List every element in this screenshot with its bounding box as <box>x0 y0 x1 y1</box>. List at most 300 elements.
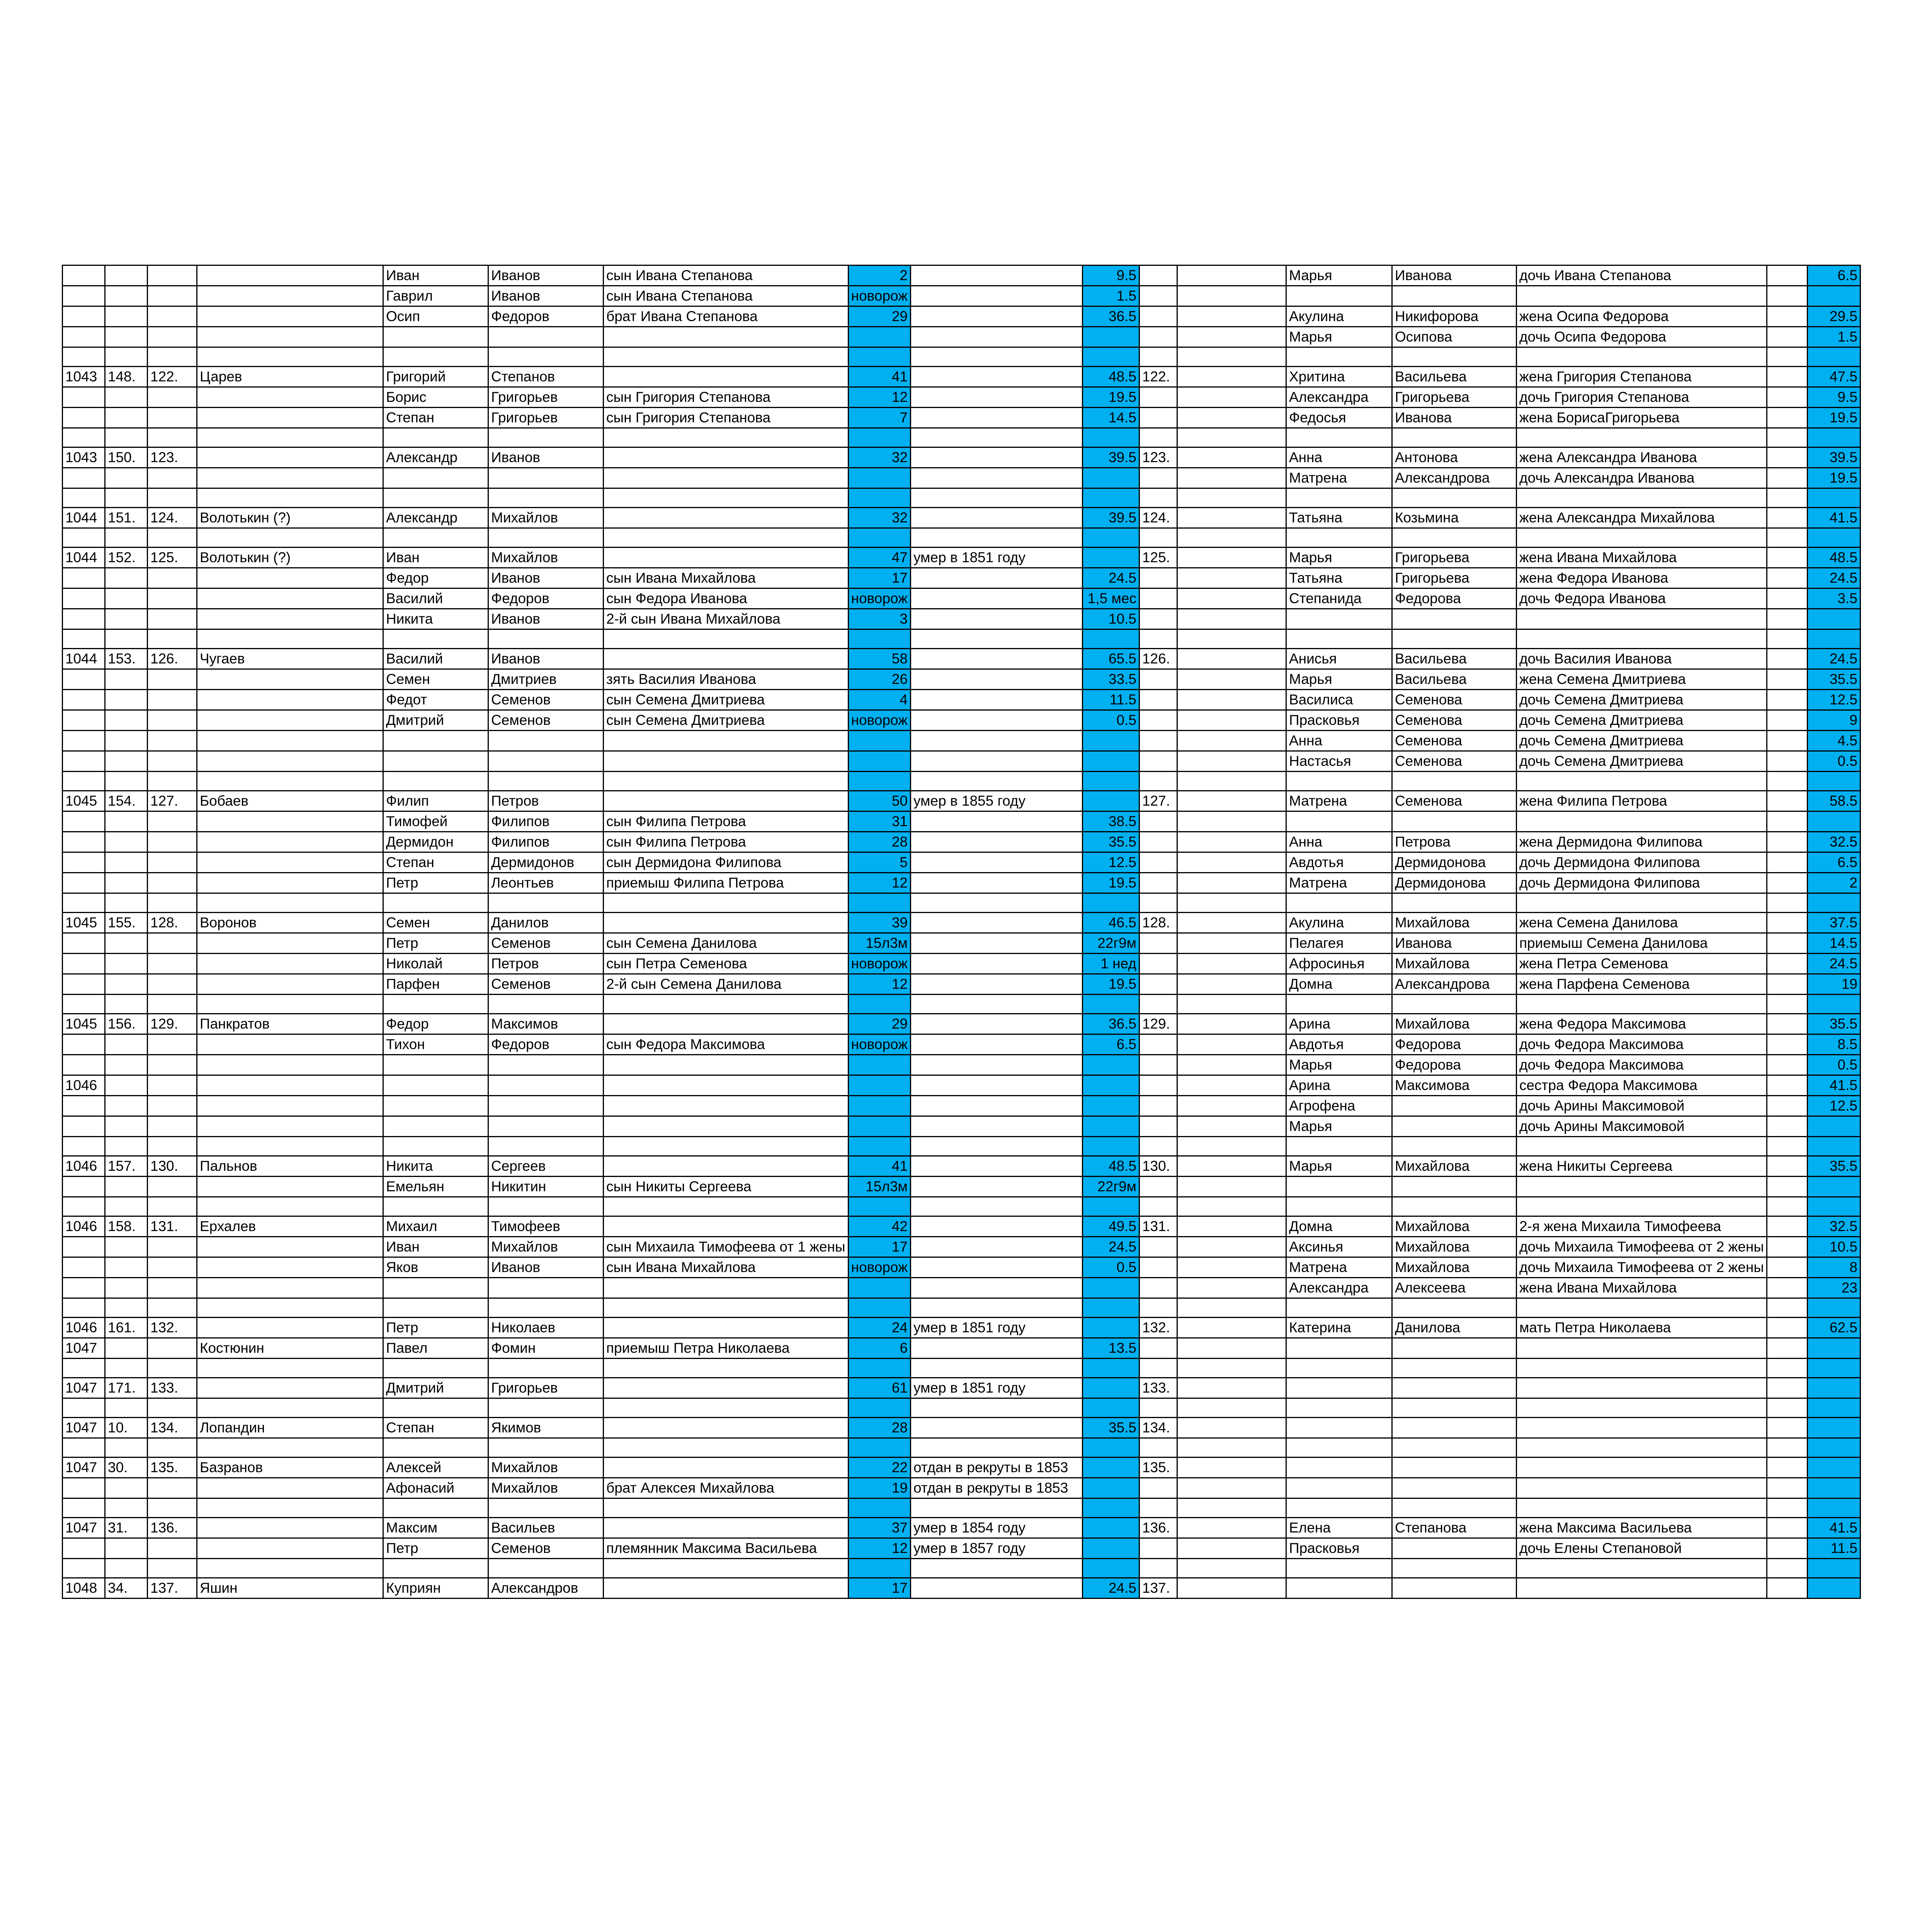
female-patronymic-cell: Федорова <box>1392 588 1516 609</box>
male-patronymic-cell: Семенов <box>488 933 604 954</box>
male-age-1-cell <box>848 1055 910 1075</box>
male-age-1-cell: 19 <box>848 1478 910 1498</box>
female-relation-cell: жена Максима Васильева <box>1516 1518 1767 1538</box>
female-age-cell <box>1807 1298 1860 1318</box>
male-note-cell <box>910 974 1082 995</box>
blank-cell <box>1177 1359 1286 1378</box>
female-patronymic-cell: Семенова <box>1392 690 1516 710</box>
male-note-cell <box>910 447 1082 468</box>
male-patronymic-cell <box>488 893 604 913</box>
male-relation-cell: сын Михаила Тимофеева от 1 жены <box>604 1237 849 1257</box>
household-cell <box>148 347 197 367</box>
page-cell <box>63 1398 105 1418</box>
blank-cell-2 <box>1767 508 1807 528</box>
female-household-cell <box>1139 306 1177 327</box>
table-row <box>63 954 1861 974</box>
female-age-cell <box>1807 629 1860 649</box>
female-patronymic-cell <box>1392 1578 1516 1599</box>
male-age-2-cell: 22г9м <box>1082 1177 1139 1197</box>
entry-cell <box>105 1055 148 1075</box>
male-name-cell: Степан <box>383 1418 488 1438</box>
female-relation-cell: дочь Дермидона Филипова <box>1516 852 1767 873</box>
female-relation-cell <box>1516 1338 1767 1359</box>
male-age-1-cell <box>848 1075 910 1096</box>
female-relation-cell: жена Никиты Сергеева <box>1516 1156 1767 1177</box>
male-age-1-cell: 42 <box>848 1216 910 1237</box>
female-relation-cell: дочь Ивана Степанова <box>1516 265 1767 286</box>
page-cell <box>63 690 105 710</box>
table-row <box>63 1359 1861 1378</box>
male-relation-cell: сын Федора Иванова <box>604 588 849 609</box>
surname-cell <box>197 609 383 629</box>
female-name-cell: Авдотья <box>1286 1034 1392 1055</box>
female-patronymic-cell <box>1392 1197 1516 1216</box>
blank-cell <box>1177 1055 1286 1075</box>
male-name-cell: Николай <box>383 954 488 974</box>
male-age-2-cell: 1,5 мес <box>1082 588 1139 609</box>
entry-cell <box>105 832 148 852</box>
male-relation-cell: сын Ивана Степанова <box>604 265 849 286</box>
male-patronymic-cell: Иванов <box>488 286 604 306</box>
female-name-cell: Арина <box>1286 1075 1392 1096</box>
female-household-cell: 128. <box>1139 913 1177 933</box>
blank-cell <box>1177 1458 1286 1478</box>
male-age-2-cell <box>1082 1478 1139 1498</box>
surname-cell <box>197 629 383 649</box>
page-cell <box>63 893 105 913</box>
male-name-cell: Иван <box>383 1237 488 1257</box>
male-note-cell <box>910 1578 1082 1599</box>
male-name-cell: Семен <box>383 669 488 690</box>
male-age-2-cell: 10.5 <box>1082 609 1139 629</box>
female-relation-cell <box>1516 1137 1767 1156</box>
male-age-1-cell: 17 <box>848 1237 910 1257</box>
male-note-cell <box>910 913 1082 933</box>
female-name-cell <box>1286 893 1392 913</box>
blank-cell-2 <box>1767 347 1807 367</box>
female-patronymic-cell: Степанова <box>1392 1518 1516 1538</box>
female-age-cell <box>1807 1559 1860 1578</box>
female-household-cell <box>1139 488 1177 508</box>
female-relation-cell <box>1516 347 1767 367</box>
page-cell <box>63 327 105 347</box>
page-cell: 1046 <box>63 1318 105 1338</box>
blank-cell-2 <box>1767 1278 1807 1298</box>
entry-cell <box>105 731 148 751</box>
male-age-1-cell <box>848 1398 910 1418</box>
female-relation-cell <box>1516 1378 1767 1398</box>
female-name-cell <box>1286 1378 1392 1398</box>
female-patronymic-cell <box>1392 1498 1516 1518</box>
female-name-cell <box>1286 1298 1392 1318</box>
blank-cell <box>1177 852 1286 873</box>
female-patronymic-cell: Михайлова <box>1392 1237 1516 1257</box>
male-relation-cell <box>604 508 849 528</box>
household-cell <box>148 811 197 832</box>
surname-cell <box>197 1398 383 1418</box>
male-name-cell: Дмитрий <box>383 710 488 731</box>
female-relation-cell: дочь Семена Дмитриева <box>1516 690 1767 710</box>
female-name-cell <box>1286 488 1392 508</box>
surname-cell <box>197 1559 383 1578</box>
female-household-cell <box>1139 1257 1177 1278</box>
blank-cell-2 <box>1767 1055 1807 1075</box>
female-patronymic-cell: Васильева <box>1392 669 1516 690</box>
blank-cell <box>1177 1137 1286 1156</box>
male-note-cell <box>910 1438 1082 1458</box>
female-age-cell: 10.5 <box>1807 1237 1860 1257</box>
entry-cell <box>105 347 148 367</box>
blank-cell-2 <box>1767 528 1807 548</box>
blank-cell-2 <box>1767 265 1807 286</box>
entry-cell <box>105 387 148 408</box>
entry-cell <box>105 933 148 954</box>
household-cell <box>148 609 197 629</box>
male-age-1-cell: 28 <box>848 1418 910 1438</box>
female-age-cell: 32.5 <box>1807 1216 1860 1237</box>
female-relation-cell: дочь Семена Дмитриева <box>1516 751 1767 772</box>
female-name-cell <box>1286 609 1392 629</box>
surname-cell: Ерхалев <box>197 1216 383 1237</box>
male-age-1-cell <box>848 893 910 913</box>
surname-cell: Волотькин (?) <box>197 508 383 528</box>
male-age-1-cell <box>848 488 910 508</box>
female-relation-cell: дочь Арины Максимовой <box>1516 1116 1767 1137</box>
male-relation-cell <box>604 428 849 447</box>
female-household-cell <box>1139 1438 1177 1458</box>
male-age-2-cell: 36.5 <box>1082 1014 1139 1034</box>
table-row <box>63 832 1861 852</box>
blank-cell <box>1177 1559 1286 1578</box>
male-relation-cell <box>604 1378 849 1398</box>
male-age-1-cell: 3 <box>848 609 910 629</box>
entry-cell: 153. <box>105 649 148 669</box>
male-relation-cell: брат Алексея Михайлова <box>604 1478 849 1498</box>
table-row <box>63 609 1861 629</box>
male-note-cell <box>910 852 1082 873</box>
entry-cell <box>105 408 148 428</box>
page-cell <box>63 1197 105 1216</box>
female-name-cell: Марья <box>1286 669 1392 690</box>
female-age-cell: 35.5 <box>1807 669 1860 690</box>
table-row <box>63 772 1861 791</box>
page-cell <box>63 468 105 488</box>
male-name-cell: Максим <box>383 1518 488 1538</box>
blank-cell-2 <box>1767 468 1807 488</box>
male-patronymic-cell: Михайлов <box>488 1237 604 1257</box>
female-household-cell: 135. <box>1139 1458 1177 1478</box>
male-relation-cell: сын Семена Данилова <box>604 933 849 954</box>
female-patronymic-cell: Антонова <box>1392 447 1516 468</box>
male-relation-cell <box>604 629 849 649</box>
female-age-cell: 14.5 <box>1807 933 1860 954</box>
male-age-2-cell <box>1082 1197 1139 1216</box>
female-patronymic-cell <box>1392 1116 1516 1137</box>
male-age-2-cell <box>1082 347 1139 367</box>
page-cell <box>63 1278 105 1298</box>
surname-cell <box>197 265 383 286</box>
male-age-2-cell: 24.5 <box>1082 1578 1139 1599</box>
female-relation-cell <box>1516 1478 1767 1498</box>
male-relation-cell: сын Семена Дмитриева <box>604 690 849 710</box>
male-age-1-cell <box>848 428 910 447</box>
table-row <box>63 1578 1861 1599</box>
female-age-cell <box>1807 1398 1860 1418</box>
household-cell <box>148 1055 197 1075</box>
blank-cell <box>1177 1518 1286 1538</box>
page-cell <box>63 1177 105 1197</box>
blank-cell-2 <box>1767 428 1807 447</box>
blank-cell <box>1177 265 1286 286</box>
female-patronymic-cell: Михайлова <box>1392 1216 1516 1237</box>
blank-cell <box>1177 306 1286 327</box>
male-age-2-cell <box>1082 1075 1139 1096</box>
page-cell <box>63 265 105 286</box>
male-name-cell <box>383 327 488 347</box>
male-patronymic-cell <box>488 1137 604 1156</box>
male-relation-cell <box>604 1014 849 1034</box>
female-relation-cell <box>1516 811 1767 832</box>
entry-cell <box>105 1116 148 1137</box>
female-name-cell: Агрофена <box>1286 1096 1392 1116</box>
male-name-cell <box>383 893 488 913</box>
female-patronymic-cell: Максимова <box>1392 1075 1516 1096</box>
male-note-cell <box>910 1197 1082 1216</box>
male-note-cell <box>910 832 1082 852</box>
male-age-2-cell <box>1082 428 1139 447</box>
male-name-cell <box>383 468 488 488</box>
male-age-2-cell: 33.5 <box>1082 669 1139 690</box>
blank-cell-2 <box>1767 1116 1807 1137</box>
female-name-cell <box>1286 1137 1392 1156</box>
male-name-cell: Федор <box>383 568 488 588</box>
table-row <box>63 1197 1861 1216</box>
male-age-2-cell: 24.5 <box>1082 568 1139 588</box>
blank-cell-2 <box>1767 649 1807 669</box>
female-name-cell <box>1286 347 1392 367</box>
page-cell <box>63 1237 105 1257</box>
female-name-cell: Настасья <box>1286 751 1392 772</box>
male-patronymic-cell: Иванов <box>488 649 604 669</box>
male-name-cell: Александр <box>383 447 488 468</box>
male-note-cell: отдан в рекруты в 1853 <box>910 1458 1082 1478</box>
male-patronymic-cell: Дмитриев <box>488 669 604 690</box>
blank-cell <box>1177 347 1286 367</box>
table-row <box>63 791 1861 811</box>
table-row <box>63 568 1861 588</box>
female-household-cell <box>1139 286 1177 306</box>
surname-cell <box>197 488 383 508</box>
page-cell <box>63 832 105 852</box>
female-name-cell: Федосья <box>1286 408 1392 428</box>
page-cell <box>63 1096 105 1116</box>
female-name-cell <box>1286 528 1392 548</box>
page-cell <box>63 1498 105 1518</box>
male-age-2-cell: 49.5 <box>1082 1216 1139 1237</box>
female-household-cell: 130. <box>1139 1156 1177 1177</box>
female-name-cell: Татьяна <box>1286 568 1392 588</box>
page-cell <box>63 1055 105 1075</box>
female-age-cell <box>1807 1116 1860 1137</box>
male-note-cell <box>910 1075 1082 1096</box>
page-cell <box>63 306 105 327</box>
male-name-cell: Петр <box>383 933 488 954</box>
male-relation-cell: племянник Максима Васильева <box>604 1538 849 1559</box>
page-cell: 1046 <box>63 1075 105 1096</box>
entry-cell: 148. <box>105 367 148 387</box>
female-household-cell <box>1139 1538 1177 1559</box>
female-patronymic-cell: Петрова <box>1392 832 1516 852</box>
blank-cell-2 <box>1767 893 1807 913</box>
table-row <box>63 428 1861 447</box>
male-age-1-cell: 41 <box>848 367 910 387</box>
male-age-2-cell <box>1082 1458 1139 1478</box>
table-row <box>63 1559 1861 1578</box>
page-cell <box>63 568 105 588</box>
female-age-cell <box>1807 1578 1860 1599</box>
female-relation-cell: дочь Елены Степановой <box>1516 1538 1767 1559</box>
female-relation-cell <box>1516 893 1767 913</box>
male-name-cell: Емельян <box>383 1177 488 1197</box>
female-age-cell: 48.5 <box>1807 548 1860 568</box>
blank-cell <box>1177 832 1286 852</box>
female-patronymic-cell <box>1392 1478 1516 1498</box>
female-age-cell: 8.5 <box>1807 1034 1860 1055</box>
male-note-cell <box>910 528 1082 548</box>
male-age-2-cell <box>1082 1538 1139 1559</box>
entry-cell <box>105 629 148 649</box>
male-age-1-cell <box>848 347 910 367</box>
female-patronymic-cell <box>1392 488 1516 508</box>
female-age-cell: 37.5 <box>1807 913 1860 933</box>
female-patronymic-cell: Федорова <box>1392 1034 1516 1055</box>
male-age-1-cell <box>848 1298 910 1318</box>
household-cell: 127. <box>148 791 197 811</box>
blank-cell-2 <box>1767 690 1807 710</box>
female-age-cell: 23 <box>1807 1278 1860 1298</box>
female-relation-cell: жена Осипа Федорова <box>1516 306 1767 327</box>
page-cell: 1045 <box>63 791 105 811</box>
male-relation-cell <box>604 347 849 367</box>
entry-cell <box>105 428 148 447</box>
blank-cell <box>1177 1156 1286 1177</box>
male-age-1-cell <box>848 468 910 488</box>
blank-cell <box>1177 548 1286 568</box>
male-relation-cell <box>604 913 849 933</box>
male-age-1-cell <box>848 1096 910 1116</box>
female-patronymic-cell <box>1392 1378 1516 1398</box>
female-patronymic-cell <box>1392 1096 1516 1116</box>
male-patronymic-cell: Федоров <box>488 306 604 327</box>
female-name-cell <box>1286 1197 1392 1216</box>
surname-cell <box>197 306 383 327</box>
male-age-2-cell <box>1082 731 1139 751</box>
blank-cell-2 <box>1767 1538 1807 1559</box>
male-relation-cell: сын Никиты Сергеева <box>604 1177 849 1197</box>
male-relation-cell <box>604 1559 849 1578</box>
entry-cell <box>105 488 148 508</box>
household-cell <box>148 1116 197 1137</box>
female-name-cell: Марья <box>1286 327 1392 347</box>
female-patronymic-cell <box>1392 995 1516 1014</box>
male-age-1-cell: 26 <box>848 669 910 690</box>
female-relation-cell <box>1516 1298 1767 1318</box>
surname-cell: Лопандин <box>197 1418 383 1438</box>
male-note-cell <box>910 588 1082 609</box>
male-relation-cell <box>604 1318 849 1338</box>
female-relation-cell <box>1516 1418 1767 1438</box>
household-cell: 134. <box>148 1418 197 1438</box>
page-cell: 1045 <box>63 1014 105 1034</box>
female-relation-cell <box>1516 1458 1767 1478</box>
male-age-2-cell: 19.5 <box>1082 974 1139 995</box>
female-patronymic-cell: Алексеева <box>1392 1278 1516 1298</box>
blank-cell-2 <box>1767 588 1807 609</box>
female-name-cell <box>1286 286 1392 306</box>
entry-cell: 158. <box>105 1216 148 1237</box>
entry-cell: 156. <box>105 1014 148 1034</box>
surname-cell: Панкратов <box>197 1014 383 1034</box>
male-age-2-cell <box>1082 629 1139 649</box>
table-row <box>63 306 1861 327</box>
table-row <box>63 751 1861 772</box>
blank-cell-2 <box>1767 1096 1807 1116</box>
male-age-2-cell <box>1082 1559 1139 1578</box>
male-name-cell: Борис <box>383 387 488 408</box>
table-row <box>63 367 1861 387</box>
female-relation-cell <box>1516 629 1767 649</box>
surname-cell <box>197 669 383 690</box>
page-cell <box>63 488 105 508</box>
male-patronymic-cell: Семенов <box>488 1538 604 1559</box>
female-household-cell <box>1139 1398 1177 1418</box>
household-cell <box>148 1257 197 1278</box>
female-relation-cell <box>1516 995 1767 1014</box>
male-note-cell <box>910 468 1082 488</box>
female-age-cell: 32.5 <box>1807 832 1860 852</box>
male-note-cell <box>910 751 1082 772</box>
entry-cell <box>105 286 148 306</box>
entry-cell: 30. <box>105 1458 148 1478</box>
female-relation-cell: жена Федора Иванова <box>1516 568 1767 588</box>
female-relation-cell <box>1516 1359 1767 1378</box>
table-row <box>63 447 1861 468</box>
table-row <box>63 508 1861 528</box>
male-patronymic-cell: Семенов <box>488 974 604 995</box>
female-age-cell: 3.5 <box>1807 588 1860 609</box>
male-age-2-cell: 38.5 <box>1082 811 1139 832</box>
male-note-cell <box>910 690 1082 710</box>
male-patronymic-cell: Семенов <box>488 710 604 731</box>
female-patronymic-cell <box>1392 347 1516 367</box>
male-name-cell <box>383 1137 488 1156</box>
household-cell <box>148 1538 197 1559</box>
blank-cell <box>1177 1498 1286 1518</box>
surname-cell: Чугаев <box>197 649 383 669</box>
female-relation-cell: жена БорисаГригорьева <box>1516 408 1767 428</box>
female-patronymic-cell: Александрова <box>1392 468 1516 488</box>
female-household-cell <box>1139 1237 1177 1257</box>
male-age-1-cell: 32 <box>848 447 910 468</box>
page-cell <box>63 286 105 306</box>
female-household-cell: 124. <box>1139 508 1177 528</box>
blank-cell-2 <box>1767 772 1807 791</box>
female-household-cell <box>1139 710 1177 731</box>
table-row <box>63 811 1861 832</box>
male-note-cell <box>910 1559 1082 1578</box>
male-name-cell: Яков <box>383 1257 488 1278</box>
table-row <box>63 1338 1861 1359</box>
